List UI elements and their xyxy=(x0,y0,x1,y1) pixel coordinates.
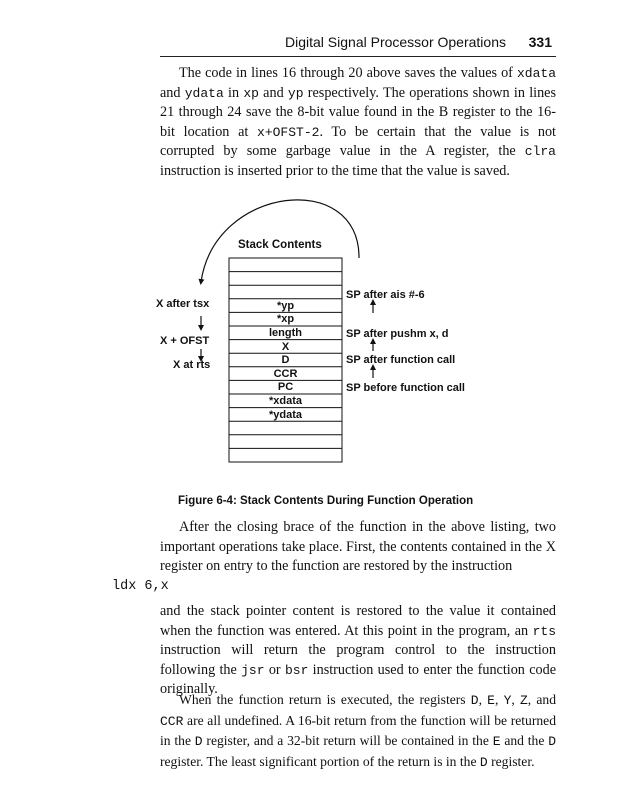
paragraph-2: After the closing brace of the function in the above listing, two important operations take place. First, the contents contained in the X register on entry to the function are restored by the instruction xyxy=(160,519,556,574)
code-line: ldx 6,x xyxy=(112,579,169,594)
stack-cell: *ydata xyxy=(268,408,303,421)
figure-caption: Figure 6-4: Stack Contents During Function Operation xyxy=(178,495,474,507)
stack-cell: D xyxy=(281,354,290,367)
stack-cell: CCR xyxy=(273,367,298,380)
page-number: 331 xyxy=(528,34,552,50)
paragraph-3: and the stack pointer content is restored to the value it contained when the function was entered. At this point in the program, an rts instruction will return the program control to the instruction following the jsr or bsr instruction used to enter the function code originally. xyxy=(160,603,556,697)
label-sp-after-ais: SP after ais #-6 xyxy=(346,289,425,301)
label-sp-after-call: SP after function call xyxy=(346,354,456,366)
figure-title: Stack Contents xyxy=(238,239,322,251)
stack-cell: *xp xyxy=(276,313,295,326)
paragraph-4: When the function return is executed, the registers D, E, Y, Z, and CCR are all undefined. A 16-bit return from the function will be returned in the D register, and a 32-bit return will be contained in the E and the D register. The least significant portion of the return is in the D register. xyxy=(160,692,557,770)
paragraph-1: The code in lines 16 through 20 above saves the values of xdata and ydata in xp and yp respectively. The operations shown in lines 21 through 24 save the 8-bit value found in the B register to the 16-bit location at x+OFST-2. To be certain that the value is not corrupted by some garbage value in the A register, the clra instruction is inserted prior to the time that the value is saved. xyxy=(160,65,556,179)
label-sp-before-call: SP before function call xyxy=(346,382,465,394)
label-x-after-tsx: X after tsx xyxy=(156,298,210,310)
header-title: Digital Signal Processor Operations xyxy=(285,34,506,50)
label-sp-after-pushm: SP after pushm x, d xyxy=(346,328,449,340)
stack-cell: length xyxy=(269,327,302,339)
label-x-plus-ofst: X + OFST xyxy=(160,335,210,347)
label-x-at-rts: X at rts xyxy=(173,359,211,371)
stack-cell: *xdata xyxy=(268,395,303,407)
stack-cell: *yp xyxy=(276,299,295,312)
stack-cell: X xyxy=(281,340,290,353)
stack-cell: PC xyxy=(277,381,294,394)
